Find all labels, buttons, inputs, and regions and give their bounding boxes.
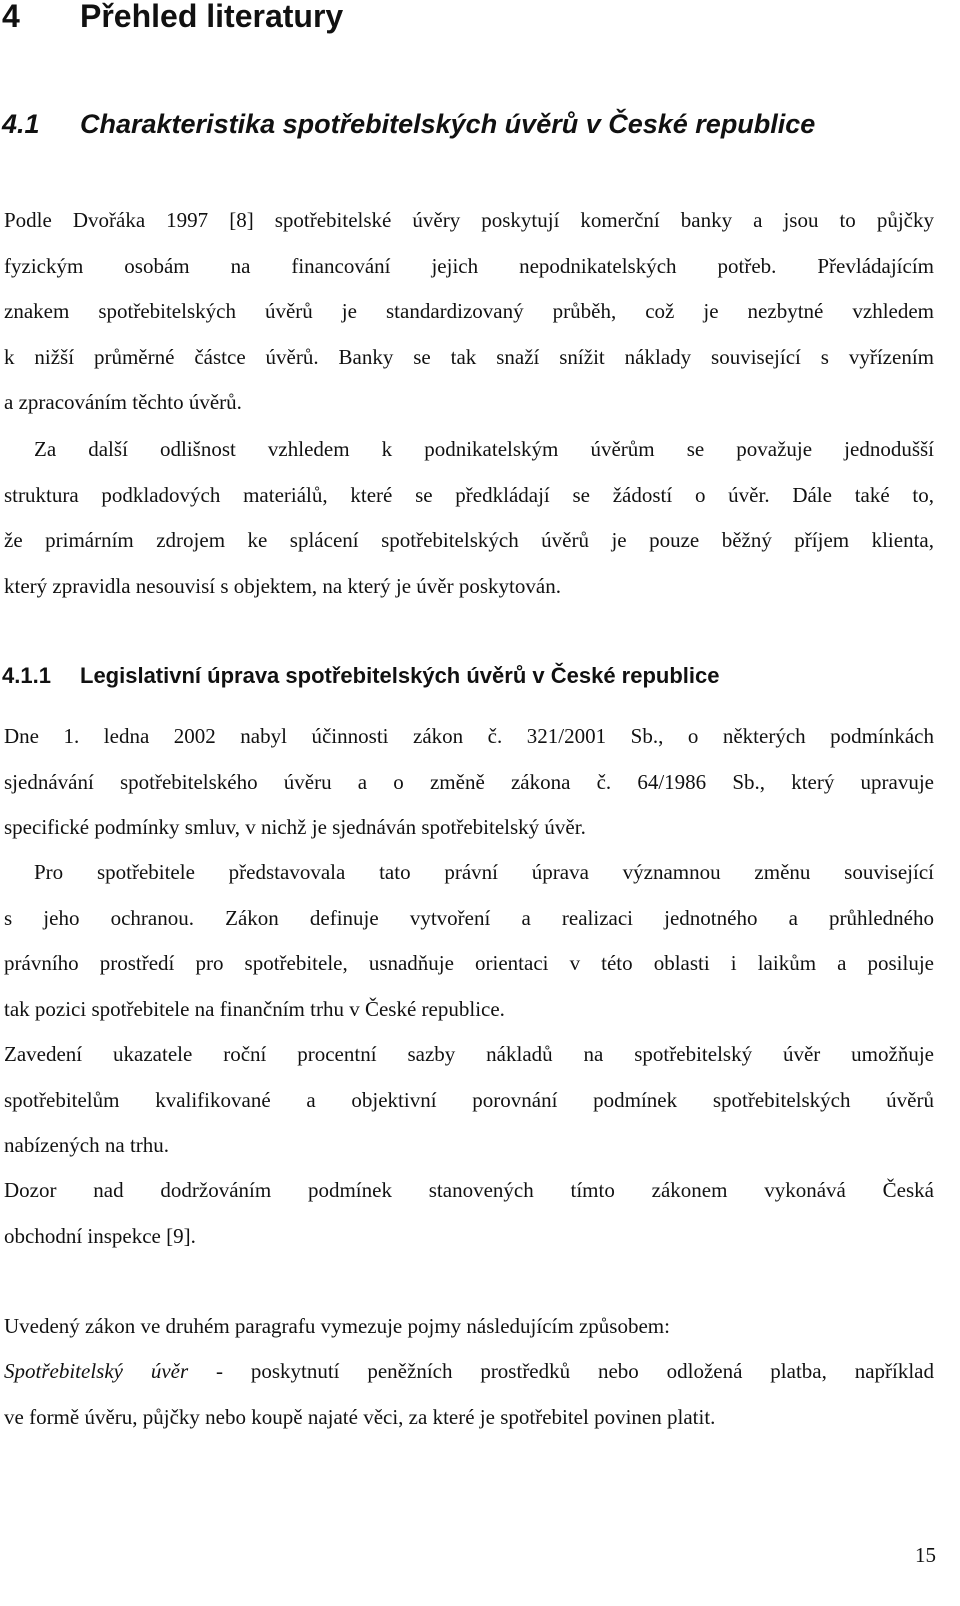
text-line: Dozor nad dodržováním podmínek stanovených tímto zákonem vykonává Česká [4,1178,934,1202]
chapter-number: 4 [2,0,20,34]
paragraph-definitions-intro [4,1304,934,1350]
text-line: Zavedení ukazatele roční procentní sazby nákladů na spotřebitelský úvěr umožňuje [4,1042,934,1066]
text-line: Pro spotřebitele představovala tato právní úprava významnou změnu související [34,860,934,884]
paragraph-differences [4,427,934,609]
subsection-title: Legislativní úprava spotřebitelských úvěrů v České republice [80,663,720,688]
section-heading [2,104,815,144]
text-line: nabízených na trhu. [4,1133,170,1157]
definition-text: - poskytnutí peněžních prostředků nebo odložená platba, například [188,1359,935,1383]
text-line: Podle Dvořáka 1997 [8] spotřebitelské úvěry poskytují komerční banky a jsou to půjčky [4,208,934,232]
paragraph-rpsn [4,1032,934,1169]
text-line: spotřebitelům kvalifikované a objektivní porovnání podmínek spotřebitelských úvěrů [4,1087,934,1112]
paragraph-law [4,714,934,851]
text-line: s jeho ochranou. Zákon definuje vytvoření a realizaci jednotného a průhledného [4,905,934,930]
text-line: fyzickým osobám na financování jejich nepodnikatelských potřeb. Převládajícím [4,253,934,278]
text-line: ve formě úvěru, půjčky nebo koupě najaté věci, za které je spotřebitel povinen platit. [4,1404,716,1429]
text-line: a zpracováním těchto úvěrů. [4,390,242,414]
text-line: struktura podkladových materiálů, které se předkládají se žádostí o úvěr. Dále také to, [4,482,934,507]
chapter-title: Přehled literatury [80,0,344,34]
text-line: Dne 1. ledna 2002 nabyl účinnosti zákon č. 321/2001 Sb., o některých podmínkách [4,724,934,748]
definition-line [4,1349,934,1395]
subsection-heading [2,660,719,692]
section-title: Charakteristika spotřebitelských úvěrů v České republice [80,109,816,139]
definition-term: Spotřebitelský úvěr [4,1359,189,1383]
text-line: který zpravidla nesouvisí s objektem, na který je úvěr poskytován. [4,573,561,598]
text-line: že primárním zdrojem ke splácení spotřebitelských úvěrů je pouze běžný příjem klienta, [4,528,934,552]
text-line: Uvedený zákon ve druhém paragrafu vymezuje pojmy následujícím způsobem: [4,1314,670,1338]
section-number: 4.1 [2,109,40,139]
paragraph-definition [4,1349,934,1440]
page-number: 15 [915,1543,936,1567]
text-line: obchodní inspekce [9]. [4,1223,196,1248]
text-line: právního prostředí pro spotřebitele, usnadňuje orientaci v této oblasti i laikům a posiluje [4,951,934,975]
text-line: tak pozici spotřebitele na finančním trhu v České republice. [4,996,505,1021]
chapter-heading [2,0,343,36]
paragraph-intro [4,198,934,426]
text-line: Za další odlišnost vzhledem k podnikatelským úvěrům se považuje jednodušší [34,437,934,461]
text-line: sjednávání spotřebitelského úvěru a o změně zákona č. 64/1986 Sb., který upravuje [4,769,934,794]
text-line: k nižší průměrné částce úvěrů. Banky se tak snaží snížit náklady související s vyřízením [4,344,934,369]
subsection-number: 4.1.1 [2,663,51,688]
paragraph-supervision [4,1168,934,1259]
text-line: znakem spotřebitelských úvěrů je standardizovaný průběh, což je nezbytné vzhledem [4,299,934,323]
text-line: specifické podmínky smluv, v nichž je sjednáván spotřebitelský úvěr. [4,815,586,839]
paragraph-consumer [4,850,934,1032]
